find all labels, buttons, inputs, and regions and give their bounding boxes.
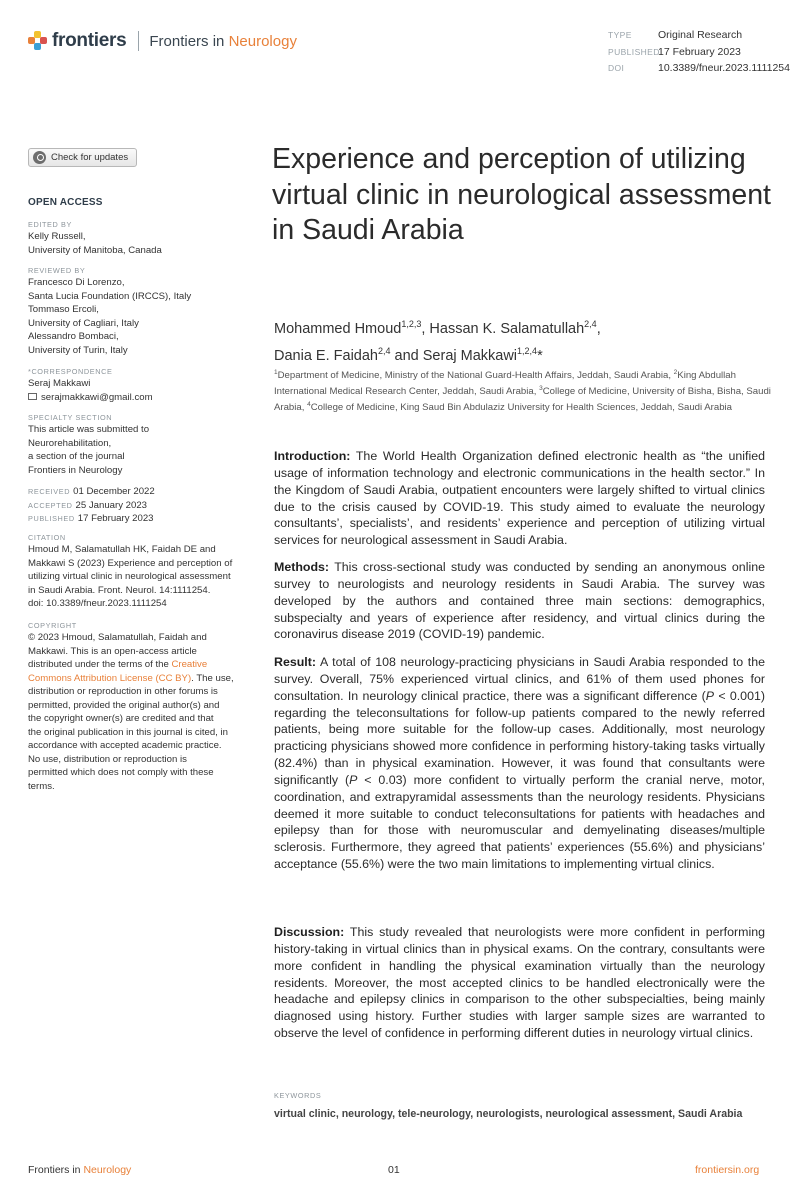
specialty-label: SPECIALTY SECTION xyxy=(28,413,113,422)
copyright-line: Makkawi. This is an open-access article xyxy=(28,645,197,657)
p-value-symbol: P xyxy=(349,772,358,787)
correspondence-label: *CORRESPONDENCE xyxy=(28,367,113,376)
copyright-line: No use, distribution or reproduction is xyxy=(28,753,187,765)
keywords: virtual clinic, neurology, tele-neurology, neurologists, neurological assessment, Saudi Arabia xyxy=(274,1108,743,1120)
affiliation-text: Department of Medicine, Ministry of the National Guard-Health Affairs, Jeddah, Saudi Arabia, xyxy=(277,370,674,382)
copyright-line xyxy=(28,658,260,672)
published-label: PUBLISHED xyxy=(28,514,75,523)
footer-journal-accent: Neurology xyxy=(83,1164,132,1176)
specialty-section xyxy=(28,412,260,477)
affiliation-text: King Abdullah International Medical Research Center, Jeddah, Saudi Arabia, xyxy=(274,370,736,398)
accepted-date: 25 January 2023 xyxy=(75,499,148,511)
author-name: Dania E. Faidah xyxy=(274,347,378,364)
abstract-text: This cross-sectional study was conducted by sending an anonymous online survey to neurologists and neurology residents in Saudi Arabia. The survey was developed by the authors and contained three main sections: demographics, subspecialty and years of experience after residency, and virtual clinics during the coronavirus disease 2019 (COVID-19) pandemic. xyxy=(274,560,765,642)
author-name: Seraj Makkawi xyxy=(422,347,518,364)
specialty-line: This article was submitted to xyxy=(28,424,150,435)
author-affiliation-sup: 2,4 xyxy=(584,319,597,329)
author-name: Mohammed Hmoud xyxy=(274,320,402,337)
citation-line: Makkawi S (2023) Experience and perception of xyxy=(28,557,233,569)
affiliations xyxy=(274,366,774,415)
published-date: 17 February 2023 xyxy=(77,513,154,524)
copyright-line: © 2023 Hmoud, Salamatullah, Faidah and xyxy=(28,632,207,643)
reviewer-line: Santa Lucia Foundation (IRCCS), Italy xyxy=(28,290,192,302)
correspondence-email-row[interactable] xyxy=(28,391,260,405)
type-value: Original Research xyxy=(658,29,743,41)
article-meta xyxy=(608,27,790,77)
copyright-line xyxy=(28,672,260,686)
copyright-label: COPYRIGHT xyxy=(28,621,77,630)
copyright-line: distribution or reproduction in other forums is xyxy=(28,686,218,697)
keywords-label: KEYWORDS xyxy=(274,1091,322,1100)
edited-by-section xyxy=(28,219,260,257)
p-value-symbol: P xyxy=(705,688,715,703)
citation-line: Hmoud M, Salamatullah HK, Faidah DE and xyxy=(28,544,216,555)
specialty-line: a section of the journal xyxy=(28,451,125,462)
citation-line: doi: 10.3389/fneur.2023.1111254 xyxy=(28,598,167,609)
affiliation-text: College of Medicine, University of Bisha, Bisha, Saudi Arabia, xyxy=(274,386,771,414)
reviewer-line: University of Cagliari, Italy xyxy=(28,317,139,329)
reviewer-line: Tommaso Ercoli, xyxy=(28,304,99,315)
specialty-line: Frontiers in Neurology xyxy=(28,464,123,476)
author-name: Hassan K. Salamatullah xyxy=(429,320,585,337)
check-updates-button[interactable] xyxy=(28,148,137,167)
reviewed-by-label: REVIEWED BY xyxy=(28,266,86,275)
copyright-line: terms. xyxy=(28,780,55,792)
open-access-label: OPEN ACCESS xyxy=(28,197,103,208)
affiliation-number: 2 xyxy=(673,369,678,376)
citation-label: CITATION xyxy=(28,533,66,542)
copyright-text: distributed under the terms of the xyxy=(28,659,172,670)
doi-label: DOI xyxy=(608,63,625,73)
dates-section xyxy=(28,485,260,526)
logo-text: frontiers xyxy=(52,30,127,51)
footer-journal xyxy=(28,1164,131,1176)
affiliation-number: 1 xyxy=(274,369,278,376)
editor-line: Kelly Russell, xyxy=(28,231,86,242)
reviewer-line: Alessandro Bombaci, xyxy=(28,331,119,342)
corresponding-star: * xyxy=(537,347,543,364)
citation-line: utilizing virtual clinic in neurological assessment xyxy=(28,571,231,582)
license-link[interactable]: Commons Attribution License (CC BY) xyxy=(28,672,192,684)
frontiers-logo-icon xyxy=(28,31,48,51)
abstract-text: < 0.001) regarding the teleconsultations for follow-up patients compared to the newly referred patients, being more suitable for the follow-up cases. Additionally, most neurology practicing physicians showed more confidence in performing history-taking tasks virtually (82.4%) than in physical examination. However, it was found that consultants were significantly ( xyxy=(274,688,765,787)
license-link[interactable]: Creative xyxy=(171,659,208,670)
reviewed-by-section xyxy=(28,265,260,357)
author-conjunction: and xyxy=(390,347,423,364)
check-updates-icon xyxy=(33,151,46,164)
section-heading: Result: xyxy=(274,655,316,669)
copyright-line: accordance with accepted academic practice. xyxy=(28,740,222,751)
copyright-text: . The use, xyxy=(191,672,234,684)
affiliation-number: 4 xyxy=(307,401,311,409)
author-list: Mohammed Hmoud$^{1,2,3}$, Hassan K. Salamatullah$^{2,4}$, Dania E. Faidah$^{2,4}$ and Seraj Makkawi$^{1,2,4}$* xyxy=(274,319,601,364)
edited-by-label: EDITED BY xyxy=(28,220,72,229)
frontiers-logo[interactable] xyxy=(28,30,297,52)
copyright-line: the copyright owner(s) are credited and that xyxy=(28,713,214,724)
reviewer-line: University of Turin, Italy xyxy=(28,344,128,356)
copyright-line: the original publication in this journal is cited, in xyxy=(28,726,228,738)
journal-accent: Neurology xyxy=(228,32,297,50)
published-label: PUBLISHED xyxy=(608,46,660,57)
abstract-result xyxy=(274,654,765,873)
article-title: Experience and perception of utilizing virtual clinic in neurological assessment in Saudi Arabia xyxy=(272,143,771,246)
check-updates-label: Check for updates xyxy=(51,152,129,163)
correspondence-email[interactable]: serajmakkawi@gmail.com xyxy=(41,391,153,403)
citation-section xyxy=(28,532,260,611)
abstract-methods xyxy=(274,559,765,643)
journal-prefix: Frontiers in xyxy=(149,32,229,50)
correspondence-section xyxy=(28,366,260,404)
doi-value[interactable]: 10.3389/fneur.2023.1111254 xyxy=(658,62,790,74)
section-heading: Introduction: xyxy=(274,449,351,463)
section-heading: Methods: xyxy=(274,560,330,574)
logo-divider xyxy=(138,31,139,51)
affiliation-number: 3 xyxy=(539,385,543,393)
affiliation-text: College of Medicine, King Saud Bin Abdulaziz University for Health Sciences, Jeddah, Saudi Arabia xyxy=(310,402,733,414)
citation-line: in Saudi Arabia. Front. Neurol. 14:1111254. xyxy=(28,584,211,596)
mail-icon xyxy=(28,393,37,400)
section-heading: Discussion: xyxy=(274,925,345,939)
editor-line: University of Manitoba, Canada xyxy=(28,244,162,256)
correspondence-name: Seraj Makkawi xyxy=(28,378,91,389)
reviewer-line: Francesco Di Lorenzo, xyxy=(28,277,125,288)
author-affiliation-sup: 1,2,4 xyxy=(517,345,538,356)
abstract-text: The World Health Organization defined electronic health as “the unified usage of information technology and electronic communications in the health sector.” In the Kingdom of Saudi Arabia, outpatient encounters were largely shifted to virtual clinics due to the crisis caused by COVID-19. This study aimed to evaluate the neurology consultants’, specialists’, and residents’ experience and perception of utilizing virtual services for neurological assessment in Saudi Arabia. xyxy=(274,449,765,548)
abstract-text: This study revealed that neurologists were more confident in performing history-taking in virtual clinics than in physical exams. On the contrary, consultants were more confident in handling the physical examination virtually than the neurology residents. Moreover, the most accepted clinics to be handled electronically were the headache and epilepsy clinics in comparison to the other subspecialties, being mainly diagnosed using history. Further studies with larger sample sizes are warranted to observe the level of confidence in performing different duties in neurology virtual clinics. xyxy=(274,925,765,1041)
type-label: TYPE xyxy=(608,30,632,40)
published-value: 17 February 2023 xyxy=(658,45,741,58)
copyright-section xyxy=(28,620,260,793)
author-affiliation-sup: 1,2,3 xyxy=(401,319,422,329)
footer-journal-prefix: Frontiers in xyxy=(28,1164,84,1176)
abstract-introduction xyxy=(274,448,765,549)
copyright-line: permitted which does not comply with these xyxy=(28,767,214,778)
received-date: 01 December 2022 xyxy=(73,486,155,497)
footer-site-link[interactable]: frontiersin.org xyxy=(695,1164,760,1176)
page-number: 01 xyxy=(388,1164,400,1176)
journal-name xyxy=(149,33,297,50)
specialty-line: Neurorehabilitation, xyxy=(28,437,112,449)
abstract-text: A total of 108 neurology-practicing physicians in Saudi Arabia responded to the survey. Overall, 75% experienced virtual clinics, and 61% of them used phones for consultation. In neurology clinical practice, there was a significant difference ( xyxy=(274,655,765,703)
author-affiliation-sup: 2,4 xyxy=(377,345,391,356)
abstract-text: < 0.03) more confident to virtually perform the cranial nerve, motor, coordination, and extrapyramidal assessments than the neurology residents. Physicians deemed it more suitable to conduct teleconsultations for patients with headaches and epilepsy than for those with neuromuscular and demyelinating diseases/multiple sclerosis. Furthermore, they agreed that patients’ experiences (55.6%) and physicians’ acceptance (55.6%) were the two main limitations to implementing virtual clinics. xyxy=(274,772,765,872)
accepted-label: ACCEPTED xyxy=(28,500,73,510)
received-label: RECEIVED xyxy=(28,487,71,496)
abstract-discussion xyxy=(274,924,765,1042)
copyright-line: permitted, provided the original author(s) and xyxy=(28,699,220,711)
